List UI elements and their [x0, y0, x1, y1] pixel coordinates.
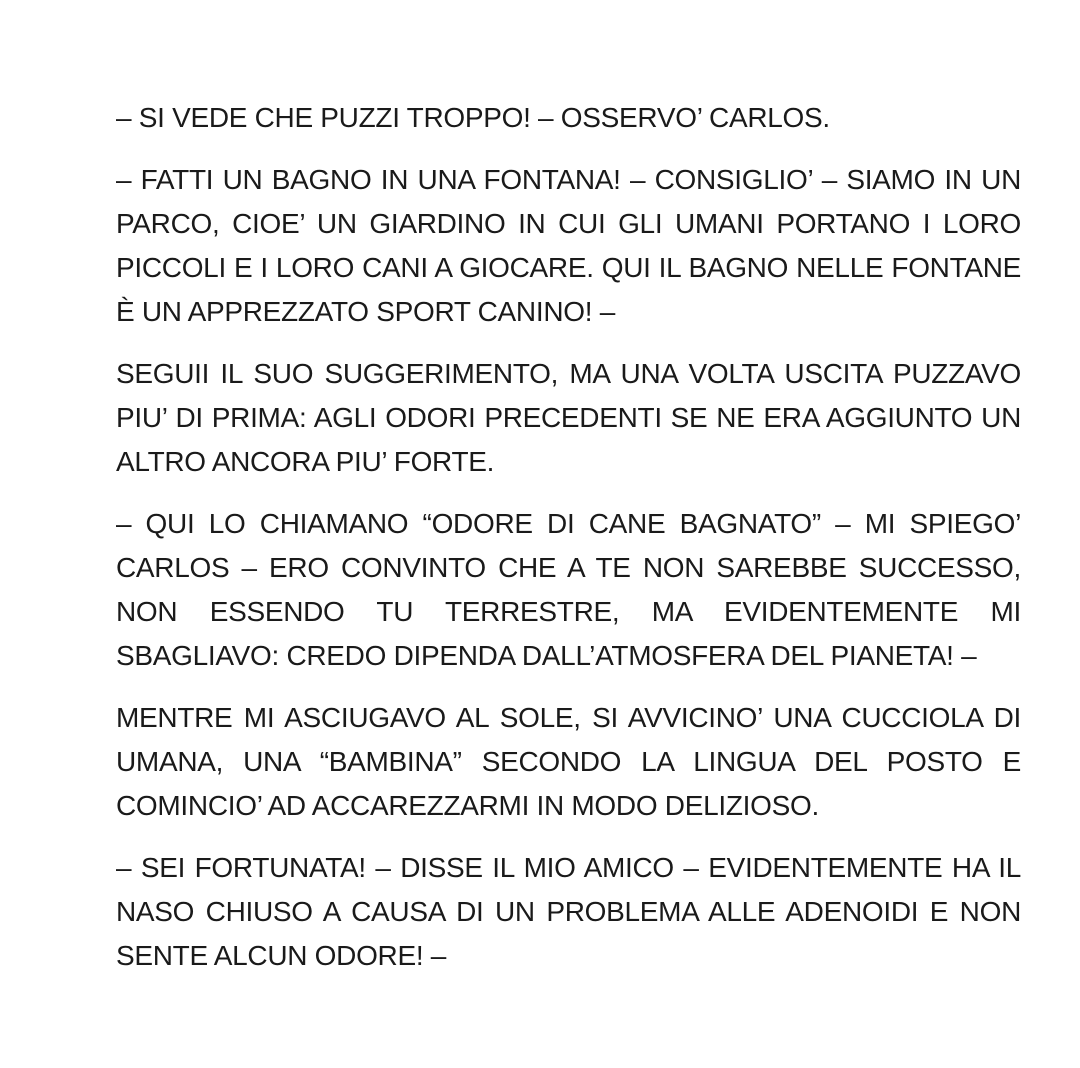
paragraph: MENTRE MI ASCIUGAVO AL SOLE, SI AVVICINO’ UNA CUCCIOLA DI UMANA, UNA “BAMBINA” SECONDO LA LINGUA DEL POSTO E COMINCIO’ AD ACCAREZZARMI IN MODO DELIZIOSO.: [116, 702, 1021, 821]
document-body: [116, 96, 1021, 978]
paragraph: – QUI LO CHIAMANO “ODORE DI CANE BAGNATO” – MI SPIEGO’ CARLOS – ERO CONVINTO CHE A TE NON SAREBBE SUCCESSO, NON ESSENDO TU TERRESTRE, MA EVIDENTEMENTE MI SBAGLIAVO: CREDO DIPENDA DALL’ATMOSFERA DEL PIANETA! –: [116, 508, 1021, 671]
paragraph: – SEI FORTUNATA! – DISSE IL MIO AMICO – EVIDENTEMENTE HA IL NASO CHIUSO A CAUSA DI UN PROBLEMA ALLE ADENOIDI E NON SENTE ALCUN ODORE! –: [116, 852, 1021, 971]
paragraph: – SI VEDE CHE PUZZI TROPPO! – OSSERVO’ CARLOS.: [116, 102, 830, 133]
paragraph: – FATTI UN BAGNO IN UNA FONTANA! – CONSIGLIO’ – SIAMO IN UN PARCO, CIOE’ UN GIARDINO IN CUI GLI UMANI PORTANO I LORO PICCOLI E I LORO CANI A GIOCARE. QUI IL BAGNO NELLE FONTANE È UN APPREZZATO SPORT CANINO! –: [116, 164, 1021, 327]
paragraph: SEGUII IL SUO SUGGERIMENTO, MA UNA VOLTA USCITA PUZZAVO PIU’ DI PRIMA: AGLI ODORI PRECEDENTI SE NE ERA AGGIUNTO UN ALTRO ANCORA PIU’ FORTE.: [116, 358, 1021, 477]
